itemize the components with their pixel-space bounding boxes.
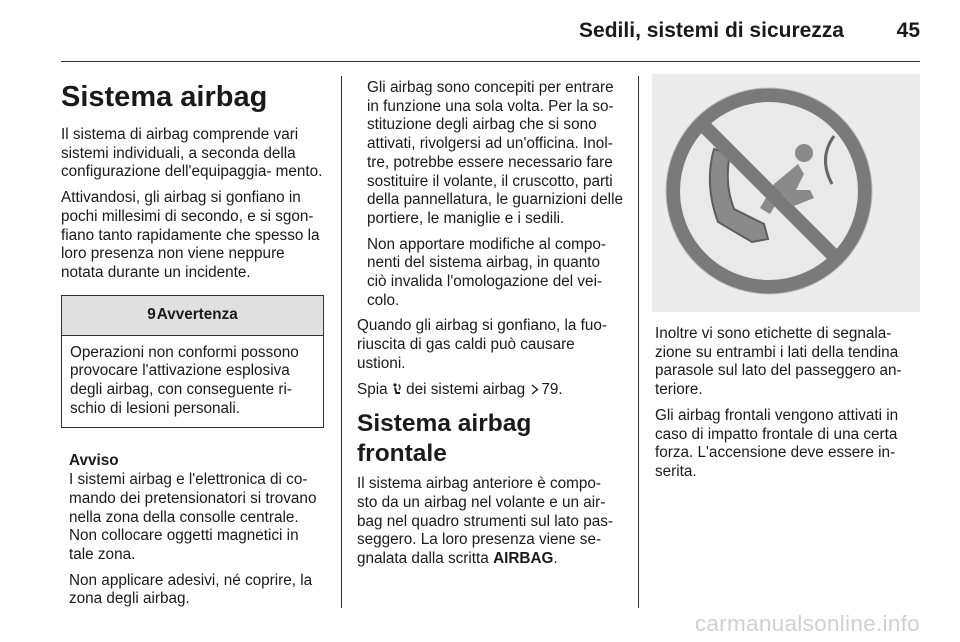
note-title: Avviso (69, 452, 119, 470)
paragraph: Il sistema airbag anteriore è compo- sto da un airbag nel volante e un air- bag nel quadro strumenti sul lato pas- seggero. La loro presenza viene se- gnalata dalla scritta AIRBAG. (357, 475, 613, 568)
no-child-seat-airbag-icon (652, 74, 920, 312)
warning-title: Avvertenza (156, 305, 238, 323)
page-reference-icon (531, 384, 539, 395)
header-divider (61, 61, 920, 62)
warning-header (62, 296, 323, 336)
column-2 (357, 79, 623, 576)
airbag-warning-light-icon (392, 383, 402, 396)
column-divider-2 (638, 76, 639, 608)
paragraph-airbag-light: Spia dei sistemi airbag 79. (357, 380, 563, 398)
note-block (61, 452, 324, 609)
page-reference[interactable]: 79. (541, 380, 563, 398)
page-number: 45 (896, 19, 920, 42)
paragraph: Attivandosi, gli airbag si gonfiano in pochi millesimi di secondo, e si sgon- fiano tanto rapidamente che spesso la loro presenza non viene neppure notata durante un incidente. (61, 189, 320, 281)
note-paragraph: I sistemi airbag e l'elettronica di co- mando dei pretensionatori si trovano nella zona della consolle centrale. Non collocare oggetti magnetici in tale zona. (69, 471, 317, 563)
watermark: carmanualsonline.info (694, 611, 920, 636)
figure-panel (652, 74, 920, 312)
section-heading-airbag-frontale: Sistema airbag frontale (357, 410, 532, 468)
column-divider-1 (341, 76, 342, 608)
paragraph: Inoltre vi sono etichette di segnala- zione su entrambi i lati della tendina parasole sul lato del passeggero an- teriore. (655, 325, 902, 399)
warning-text: Operazioni non conformi possono provocare l'attivazione esplosiva degli airbag, con conseguente ri- schio di lesioni personali. (70, 343, 299, 417)
note-paragraph: Non applicare adesivi, né coprire, la zona degli airbag. (69, 571, 313, 608)
paragraph: Gli airbag sono concepiti per entrare in funzione una sola volta. Per la so- stituzione degli airbag che si sono attivati, rivolgersi ad un'officina. Inol- tre, potrebbe essere necessario fare sostituire il volante, il cruscotto, parti della pannellatura, le guarnizioni delle portiere, le maniglie e i sedili. (367, 79, 623, 227)
indented-block (357, 79, 623, 310)
warning-icon: 9 (147, 305, 156, 323)
paragraph: Quando gli airbag si gonfiano, la fuo- riuscita di gas caldi può causare ustioni. (357, 317, 608, 372)
warning-box (61, 295, 324, 429)
airbag-label: AIRBAG (493, 550, 554, 568)
column-1 (61, 74, 324, 616)
paragraph: Non apportare modifiche al compo- nenti del sistema airbag, in quanto ciò invalida l'omologazione del vei- colo. (367, 235, 606, 309)
running-header: Sedili, sistemi di sicurezza (579, 19, 844, 42)
column-3 (655, 325, 923, 489)
paragraph: Gli airbag frontali vengono attivati in caso di impatto frontale di una certa forza. L'accensione deve essere in- serita. (655, 406, 899, 480)
section-heading-sistema-airbag: Sistema airbag (61, 81, 268, 113)
paragraph: Il sistema di airbag comprende vari sistemi individuali, a seconda della configurazione dell'equipaggia- mento. (61, 126, 323, 181)
